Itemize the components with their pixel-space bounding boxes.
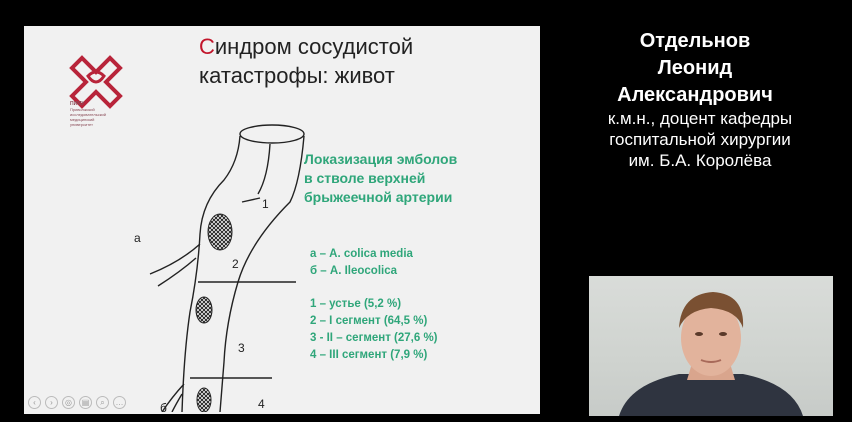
label-leader-1 bbox=[242, 198, 260, 202]
speaker-video bbox=[589, 276, 833, 416]
legend-list bbox=[310, 246, 530, 364]
credentials-line: к.м.н., доцент кафедры bbox=[607, 109, 793, 128]
speaker-name bbox=[550, 28, 840, 109]
artery-diagram bbox=[120, 122, 310, 412]
speaker-shoulders bbox=[619, 374, 803, 416]
list-item: а – A. colica media bbox=[310, 248, 413, 260]
speaker-eye-left bbox=[695, 332, 703, 336]
list-item: б – A. Ileocolica bbox=[310, 265, 397, 277]
previous-slide-icon[interactable]: ‹ bbox=[28, 396, 41, 409]
credentials-line: им. Б.А. Королёва bbox=[628, 151, 772, 170]
speaker-surname: Отдельнов bbox=[639, 30, 751, 52]
label-a: а bbox=[134, 231, 141, 245]
pointer-icon[interactable]: ◎ bbox=[62, 396, 75, 409]
speaker-first-name: Леонид bbox=[657, 57, 733, 79]
speaker-eye-right bbox=[719, 332, 727, 336]
embolus-1 bbox=[208, 214, 232, 250]
title-line-1-rest: индром сосудистой bbox=[214, 34, 414, 59]
slides-grid-icon[interactable]: ▤ bbox=[79, 396, 92, 409]
heading-line: Локазизация эмболов bbox=[304, 151, 458, 167]
speaker-credentials bbox=[550, 108, 850, 171]
label-4: 4 bbox=[258, 397, 265, 411]
branch-a-lower bbox=[158, 258, 196, 286]
list-item: 1 – устье (5,2 %) bbox=[310, 298, 402, 310]
branch-a bbox=[150, 244, 200, 274]
speaker-patronymic: Александрович bbox=[617, 84, 773, 106]
slide-controls bbox=[28, 396, 126, 410]
embolus-2 bbox=[196, 297, 212, 323]
credentials-line: госпитальной хирургии bbox=[609, 130, 791, 149]
artery-trunk-left bbox=[182, 136, 240, 412]
aorta-opening bbox=[240, 125, 304, 143]
logo-line: исследовательский bbox=[70, 112, 106, 117]
list-item: 3 - II – сегмент (27,6 %) bbox=[310, 332, 438, 344]
logo-name: ПИМУ bbox=[70, 101, 85, 107]
list-item: 4 – III сегмент (7,9 %) bbox=[310, 349, 428, 361]
logo-line: Приволжский bbox=[70, 107, 95, 112]
label-b: б bbox=[160, 401, 167, 412]
next-slide-icon[interactable]: › bbox=[45, 396, 58, 409]
more-options-icon[interactable]: … bbox=[113, 396, 126, 409]
label-3: 3 bbox=[238, 341, 245, 355]
heading-line: брыжеечной артерии bbox=[304, 189, 453, 205]
artery-trunk-right bbox=[220, 136, 304, 412]
label-1: 1 bbox=[262, 197, 269, 211]
logo-line: университет bbox=[70, 122, 93, 127]
title-line-2: катастрофы: живот bbox=[199, 63, 395, 88]
slide-heading bbox=[304, 150, 534, 207]
title-accent-letter: С bbox=[199, 34, 215, 59]
list-gap bbox=[310, 280, 530, 296]
artery-inner-line bbox=[258, 144, 270, 194]
presentation-slide bbox=[24, 26, 540, 414]
title-line-1 bbox=[199, 32, 499, 61]
list-item: 2 – I сегмент (64,5 %) bbox=[310, 315, 428, 327]
slide-title bbox=[199, 32, 499, 90]
zoom-icon[interactable]: ⌕ bbox=[96, 396, 109, 409]
label-2: 2 bbox=[232, 257, 239, 271]
logo-line: медицинский bbox=[70, 117, 95, 122]
embolus-3 bbox=[197, 388, 211, 412]
heading-line: в стволе верхней bbox=[304, 170, 426, 186]
webcam-feed bbox=[589, 276, 833, 416]
